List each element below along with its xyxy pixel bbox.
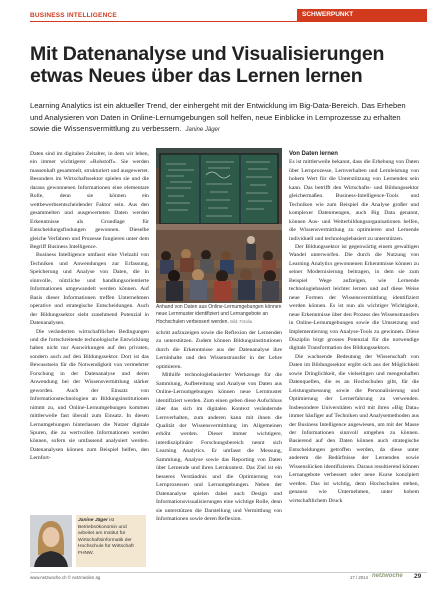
paragraph: Mithilfe technologiebasierter Werkzeuge für die Sammlung, Aufbereitung und Analyse von Daten aus Online-Lernumgebungen können neue Lernmuster identifiziert werden. Zum einen geben diese Aufschluss über das sich im digitalen Kontext verändernde Lernverhalten, zum anderen kann mit ihnen die Qualität der Wissensvermittlung im Allgemeinen erhöht werden. Dieser immer wichtigere, interdisziplinäre Forschungsbereich nennt sich Learning Analytics. Er umfasst die Messung, Sammlung, Analyse sowie das Reporting von Daten über Lernende und ihren Lernkontext. Das Ziel ist ein besseres Verständnis und die Optimierung von Lernprozessen und Lernumgebungen. Neben der Datenanalyse spielen dabei auch Design und Informationsvisualisierungen eine wichtige Rolle, denn sie unterstützen die Darstellung und Vermittlung von Informationen sowie deren Reflexion. <box>156 372 282 522</box>
header-rule <box>30 21 427 22</box>
author-bio <box>78 518 144 558</box>
paragraph: Daten sind im digitalen Zeitalter, in dem wir leben, ein immer wichtigerer »Rohstoff«. Sie werden massenhaft gesammelt, strukturiert und ausgewertet. Besonders im Wirtschaftssektor spielen sie und die daraus gewonnenen Informationen eine elementare Rolle, denn sie können ein wettbewerbsentscheidender Faktor sein. Aus den gesammelten und ausgewerteten Daten werden Erkenntnisse als Grundlage für Entscheidungsfindungen gewonnen. Dieselbe gleiche Verfahren und Prozesse fungieren unter dem Begriff Business Intelligence. <box>30 151 149 250</box>
paragraph: Es ist mittlerweile bekannt, dass die Erhebung von Daten über Lernprozesse, Lernverhalten und Lernleistung von hohem Wert für die Unterstützung von Lernenden sein kann. Das betrifft den Wirtschafts- und Bildungssektor gleichermaßen. Business-Intelligence-Tools und Techniken wie zum Beispiel die Analyse großer und komplexer Datenmengen, auch Big Data genannt, können Aus- und Weiterbildungsorganisationen helfen, die Wissensvermittlung zu optimieren und Lernende individuell und technologiebasiert zu unterstützen. <box>289 159 419 242</box>
section-tab: SCHWERPUNKT <box>297 9 427 21</box>
footer-brand: netzwoche <box>372 573 403 579</box>
footer-rule <box>30 572 427 573</box>
paragraph: Die wachsende Bedeutung der Wissenschaft von Daten im Bildungssektor ergibt sich aus der Möglichkeit sowie Dringlichkeit, die vielseitigen und mengenhaften Datenquellen, die es an Hochschulen gibt, für die Leistungsmessung sowie die Personalisierung und Optimierung der Lernerfahrung zu verwenden. Insbesondere Universitäten wird mit ihren »Big Data« immer häufiger auf Techniken und Analysemethoden aus der Business Intelligence angewiesen, um mit der Masse der Informationen sinnvoll umgehen zu können. Basierend auf den Daten können auch strategische Entscheidungen getroffen werden, da diese unter anderem die Bedürfnisse der Lernenden sowie Wissenslücken identifizieren. Daraus resultierend können Lernangebote verbessert oder neue Kurse konzipiert werden. Das ist wichtig, denn Hochschulen stehen, genauso wie Unternehmen, unter hohem wirtschaftlichem Druck <box>289 353 419 504</box>
lecture-hall-photo <box>156 148 282 303</box>
paragraph: Die veränderten wirtschaftlichen Bedingungen und die fortschreitende technologische Entwicklung haben nicht nur Auswirkungen auf den privaten, sondern auch auf den Bildungssektor. Dort ist das Bewusstsein für die Notwendigkeit von vermehrter Forschung in der Datenanalyse und deren Anwendung bei der Wissensvermittlung stärker geworden. Auch der Einsatz von Informationstechnologien an Bildungsinstitutionen nimmt zu, und Online-Lernumgebungen kommen mittlerweile fast überall zum Einsatz. In diesen Lernumgebungen hinterlassen die Nutzer digitale Spuren, die zu wertvollen Informationen werden können, sofern sie umfassend analysiert werden. Datenanalysen können zum Beispiel helfen, den Lernfort- <box>30 328 149 462</box>
footer-issue: 17 / 2014 <box>350 575 368 580</box>
footer-url: www.netzwoche.ch © netzmedien ag <box>30 575 101 580</box>
article-lead <box>30 100 420 137</box>
lead-text: Learning Analytics ist ein aktueller Trend, der einhergeht mit der Entwicklung im Big-Data-Bereich. Das Erheben und Analysieren von Daten in Online-Lernumgebungen soll helfen, neue Einblicke in Lernprozesse zu erhalten sowie die Wissensvermittlung zu verbessern. <box>30 101 406 134</box>
column-2 <box>156 329 282 523</box>
paragraph: Business Intelligence umfasst eine Vielzahl von Techniken und Anwendungen zur Erfassung, Speicherung und Analyse von Daten, die in sinnvolle, nützliche und handlungsorientierte Informationen umgewandelt werden können. Auf Basis dieser Informationen treffen Unternehmen operative und strategische Entscheidungen. Auch der Bildungssektor sieht zunehmend Potenzial in Datenanalysen. <box>30 252 149 327</box>
lead-author: Janine Jäger <box>185 127 220 134</box>
author-bio-text: ist Betriebsökonomin und arbeitet am Institut für Wirtschaftsinformatik der Hochschule für Wirtschaft FHNW. <box>78 518 134 556</box>
page-number: 29 <box>414 573 422 580</box>
paragraph: schritt aufzuzeigen sowie die Reflexion der Lernenden zu unterstützen. Zudem können Bildungsinstitutionen durch die Erkenntnisse aus der Datenanalyse ihre Lerninhalte und den Wissenstransfer in der Lehre optimieren. <box>156 330 282 370</box>
article-title: Mit Datenanalyse und Visualisierungen etwas Neues über das Lernen lernen <box>30 43 385 87</box>
caption-text: Anhand von Daten aus Online-Lernumgebungen können neue Lernmuster identifiziert und Lernangebote an Hochschulen verbessert werden. <box>156 304 282 325</box>
column-3 <box>289 150 419 505</box>
section-label: BUSINESS INTELLIGENCE <box>30 12 117 19</box>
author-photo <box>30 515 72 567</box>
paragraph: Der Bildungssektor ist gegenwärtig einem gewaltigen Wandel unterworfen. Die durch die Nutzung von Learning Analytics gewonnenen Erkenntnisse können zu seiner Modernisierung beitragen, in dem sie zum Beispiel Wege aufzeigen, wie Lernende technologiebasiert leichter lernen und auf diese Weise neue Formen der Wissensvermittlung identifiziert werden können. Es ist nun als wichtiger Wichtigkeit, neue Erkenntnisse über den Prozess des Wissenstransfers in Online-Lernumgebungen sowie die Umsetzung und Implementierung von Analyse-Tools zu gewinnen. Diese Disziplin birgt grosses Potenzial für die notwendige digitale Transformation des Bildungssektors. <box>289 243 419 352</box>
author-name: Janine Jäger <box>78 518 108 523</box>
caption-credit: Bild: Fotolia <box>230 319 253 324</box>
subheading: Von Daten lernen <box>289 151 338 157</box>
photo-caption <box>156 304 282 326</box>
column-1 <box>30 150 149 463</box>
